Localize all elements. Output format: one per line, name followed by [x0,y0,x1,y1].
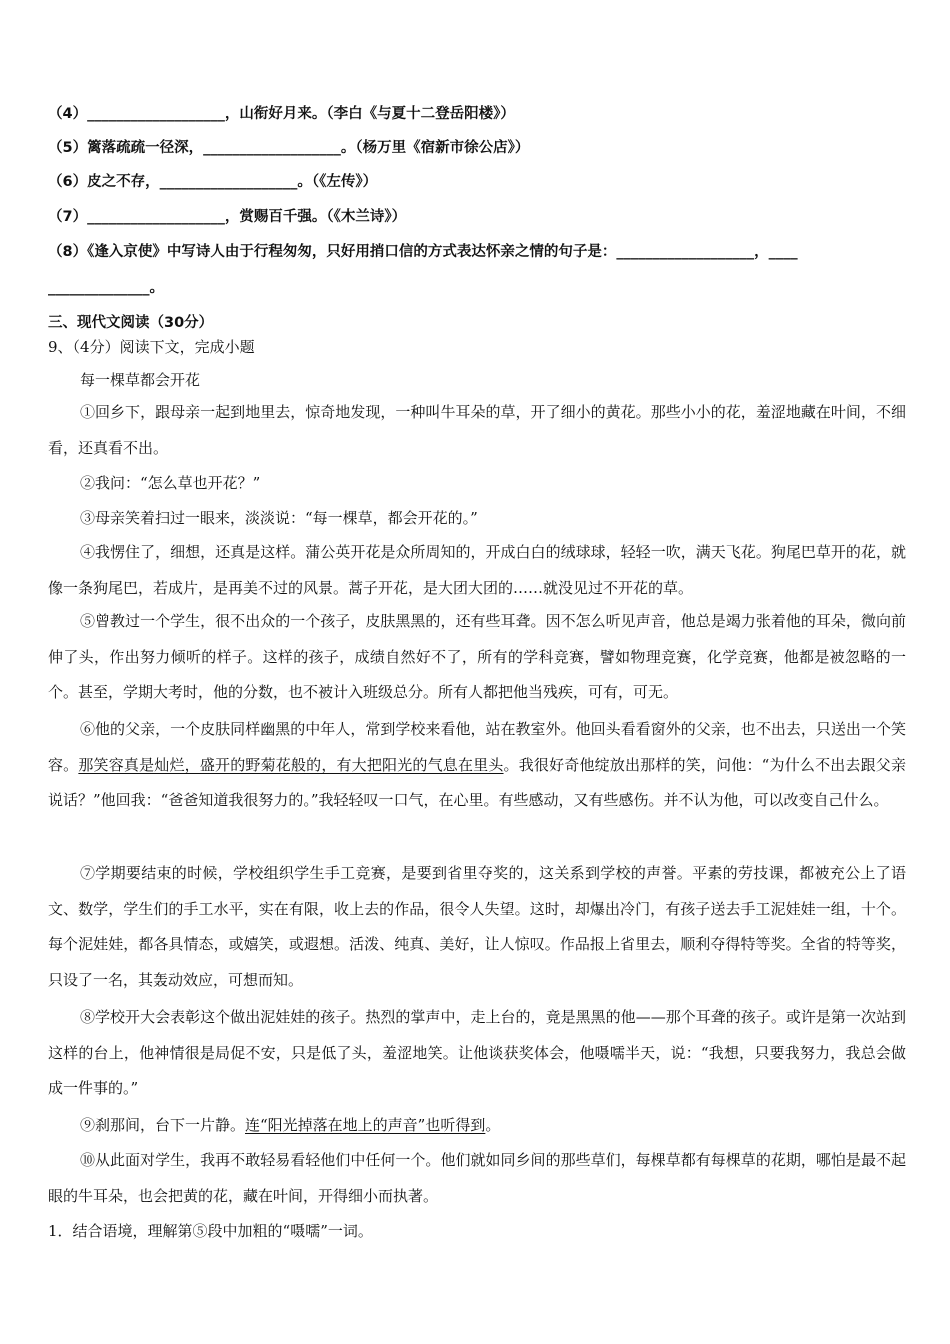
question-intro: 9、（4分）阅读下文，完成小题 [48,338,255,356]
paragraph-7: ⑦学期要结束的时候，学校组织学生手工竞赛，是要到省里夺奖的，这关系到学校的声誉。平素的劳技课，都被充公上了语文、数学，学生们的手工水平，实在有限，收上去的作品，很令人失望。这时，却爆出冷门，有孩子送去手工泥娃娃一组，十个。每个泥娃娃，都各具情态，或嬉笑，或遐想。活泼、纯真、美好，让人惊叹。作品报上省里去，顺利夺得特等奖。全省的特等奖，只设了一名，其轰动效应，可想而知。 [48,864,906,989]
paragraph-6 [48,712,906,819]
fill-in-line-4: （4）___________________，山衔好月来。（李白《与夏十二登岳阳楼》） [48,106,515,122]
paragraph-3: ③母亲笑着扫过一眼来，淡淡说：“每一棵草，都会开花的。” [80,509,478,527]
paragraph-2: ②我问：“怎么草也开花？” [80,474,261,492]
fill-in-line-5: （5）篱落疏疏一径深，___________________。（杨万里《宿新市徐公店》） [48,140,530,156]
paragraph-4: ④我愣住了，细想，还真是这样。蒲公英开花是众所周知的，开成白白的绒球球，轻轻一吹，满天飞花。狗尾巴草开的花，就像一条狗尾巴，若成片，是再美不过的风景。蒿子开花，是大团大团的……就没见过不开花的草。 [48,543,906,597]
paragraph-9-underlined: 连“阳光掉落在地上的声音”也听得到 [245,1116,486,1134]
sub-question-1: 1．结合语境，理解第⑤段中加粗的“嗫嚅”一词。 [48,1222,373,1240]
fill-in-line-8-cont: ______________。 [48,280,164,296]
article-title: 每一棵草都会开花 [80,371,201,389]
paragraph-1: ①回乡下，跟母亲一起到地里去，惊奇地发现，一种叫牛耳朵的草，开了细小的黄花。那些小小的花，羞涩地藏在叶间，不细看，还真看不出。 [48,403,906,457]
paragraph-9 [48,1108,906,1144]
section-title: 三、现代文阅读（30分） [48,315,214,331]
paragraph-10: ⑩从此面对学生，我再不敢轻易看轻他们中任何一个。他们就如同乡间的那些草们，每棵草都有每棵草的花期，哪怕是最不起眼的牛耳朵，也会把黄的花，藏在叶间，开得细小而执著。 [48,1151,906,1205]
paragraph-6-text-b: 。我很好奇他绽放出那样的笑，问他：“为什么不出去跟父亲说话？”他回我：“爸爸知道我很努力的。”我轻轻叹一口气，在心里。有些感动，又有些感伤。并不认为他，可以改变自己什么。 [48,755,906,810]
paragraph-6-text-a: ⑥他的父亲，一个皮肤同样幽黑的中年人，常到学校来看他，站在教室外。他回头看看窗外的父亲，也不出去，只送出一个笑容。 [48,720,906,774]
paragraph-9-text-b: 。 [485,1116,501,1134]
paragraph-6-underlined: 那笑容真是灿烂，盛开的野菊花般的，有大把阳光的气息在里头 [78,755,504,774]
fill-in-line-6: （6）皮之不存，___________________。（《左传》） [48,174,378,190]
paragraph-8: ⑧学校开大会表彰这个做出泥娃娃的孩子。热烈的掌声中，走上台的，竟是黑黑的他——那个耳聋的孩子。或许是第一次站到这样的台上，他神情很是局促不安，只是低了头，羞涩地笑。让他谈获奖体会，他嗫嚅半天，说：“我想，只要我努力，我总会做成一件事的。” [48,1008,906,1098]
fill-in-line-7: （7）___________________，赏赐百千强。（《木兰诗》） [48,209,407,225]
paragraph-9-text-a: ⑨刹那间，台下一片静。 [80,1116,246,1134]
paragraph-5: ⑤曾教过一个学生，很不出众的一个孩子，皮肤黑黑的，还有些耳聋。因不怎么听见声音，他总是竭力张着他的耳朵，微向前伸了头，作出努力倾听的样子。这样的孩子，成绩自然好不了，所有的学科竞赛，譬如物理竞赛，化学竞赛，他都是被忽略的一个。甚至，学期大考时，他的分数，也不被计入班级总分。所有人都把他当残疾，可有，可无。 [48,612,906,702]
fill-in-line-8: （8）《逢入京使》中写诗人由于行程匆匆，只好用捎口信的方式表达怀亲之情的句子是：___________________，____ [48,244,798,260]
